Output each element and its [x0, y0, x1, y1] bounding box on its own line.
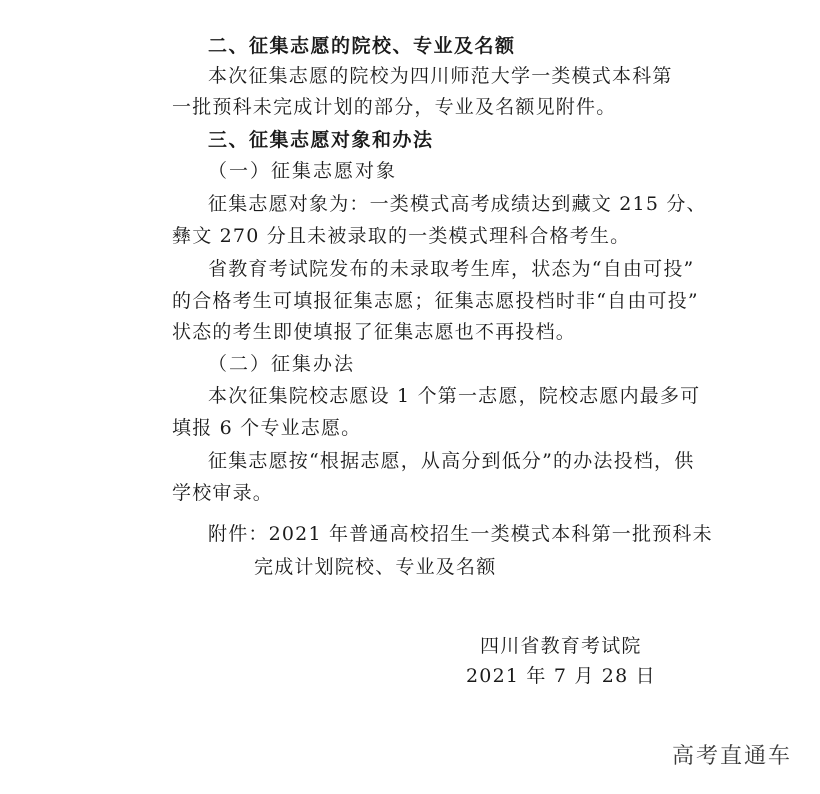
paragraph-line: 征集志愿按“根据志愿，从高分到低分”的办法投档，供 — [208, 450, 695, 472]
paragraph-line: 本次征集院校志愿设 1 个第一志愿，院校志愿内最多可 — [208, 385, 701, 407]
section-heading: 三、征集志愿对象和办法 — [208, 129, 434, 151]
signature-org: 四川省教育考试院 — [480, 635, 642, 657]
subsection-title: （一）征集志愿对象 — [208, 160, 398, 182]
attachment-line: 附件：2021 年普通高校招生一类模式本科第一批预科未 — [208, 523, 713, 545]
paragraph-line: 本次征集志愿的院校为四川师范大学一类模式本科第 — [208, 65, 673, 87]
paragraph-line: 填报 6 个专业志愿。 — [172, 417, 362, 439]
watermark-text: 高考直通车 — [671, 744, 792, 769]
signature-date: 2021 年 7 月 28 日 — [466, 665, 656, 687]
paragraph-line: 学校审录。 — [172, 482, 274, 504]
attachment-line: 完成计划院校、专业及名额 — [254, 556, 497, 578]
paragraph-line: 征集志愿对象为：一类模式高考成绩达到藏文 215 分、 — [208, 193, 707, 215]
subsection-title: （二）征集办法 — [208, 353, 356, 375]
paragraph-line: 的合格考生可填报征集志愿；征集志愿投档时非“自由可投” — [172, 290, 699, 312]
paragraph-line: 状态的考生即使填报了征集志愿也不再投档。 — [172, 321, 577, 343]
paragraph-line: 彝文 270 分且未被录取的一类模式理科合格考生。 — [172, 225, 631, 247]
paragraph-line: 一批预科未完成计划的部分，专业及名额见附件。 — [172, 96, 617, 118]
paragraph-line: 省教育考试院发布的未录取考生库，状态为“自由可投” — [208, 258, 695, 280]
section-heading: 二、征集志愿的院校、专业及名额 — [208, 35, 516, 57]
